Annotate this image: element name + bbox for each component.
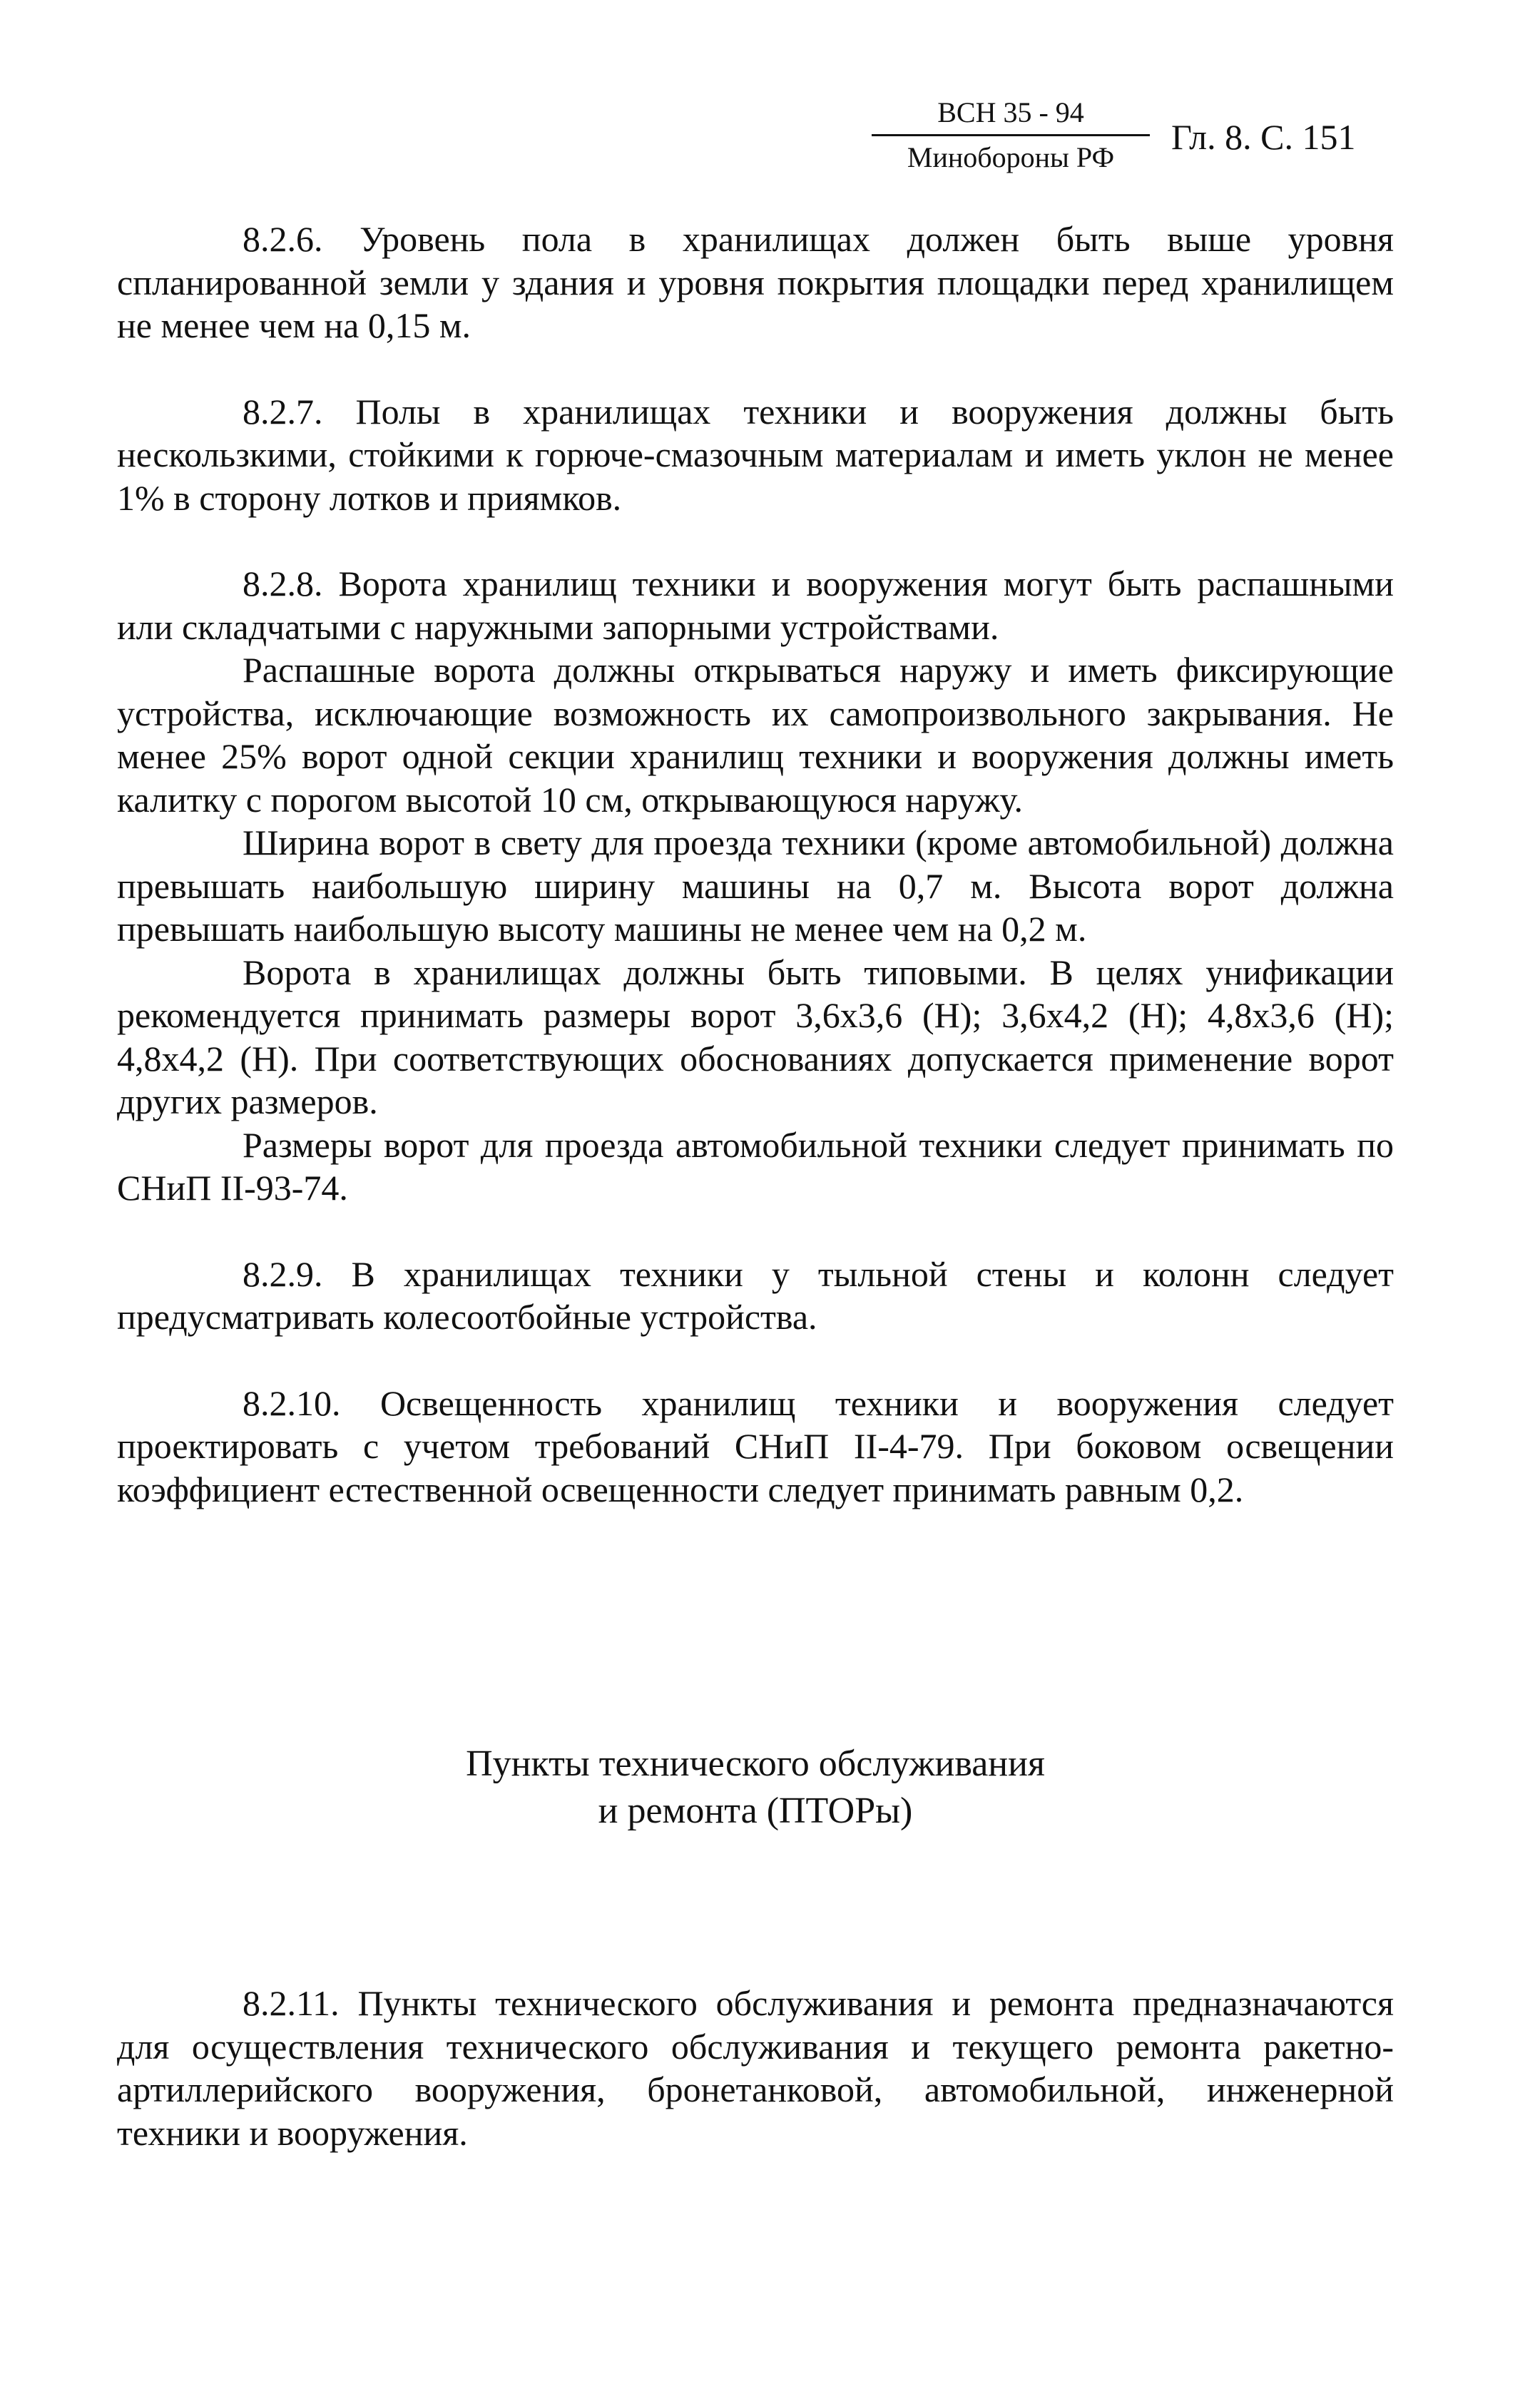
- paragraph-gates-auto: Размеры ворот для проезда автомобильной техники следует принимать по СНиП II-93-74.: [117, 1124, 1394, 1208]
- paragraph-8-2-11: 8.2.11. Пункты технического обслуживания и ремонта предназначаются для осуществления технического обслуживания и текущего ремонта ракетно-артиллерийского вооружения, бронетанковой, автомобильной, инженерной техники и вооружения.: [117, 1983, 1394, 2153]
- page-header: [872, 93, 1414, 185]
- paragraph-8-2-7: 8.2.7. Полы в хранилищах техники и вооружения должны быть нескользкими, стойкими к горюче-смазочным материалам и иметь уклон не менее 1% в сторону лотков и приямков.: [117, 391, 1394, 518]
- final-section: [117, 1982, 1394, 2154]
- standard-designation: [872, 93, 1150, 178]
- paragraph-gates-opening: Распашные ворота должны открываться наружу и иметь фиксирующие устройства, исключающие возможность их самопроизвольного закрывания. Не менее 25% ворот одной секции хранилищ техники и вооружения должны иметь калитку с порогом высотой 10 см, открывающуюся наружу.: [117, 650, 1394, 820]
- paragraph-gap: [117, 1339, 1394, 1382]
- chapter-page-reference: Гл. 8. С. 151: [1171, 117, 1356, 157]
- paragraph-gap: [117, 1210, 1394, 1253]
- paragraph-8-2-6: 8.2.6. Уровень пола в хранилищах должен быть выше уровня спланированной земли у здания и уровня покрытия площадки перед хранилищем не менее чем на 0,15 м.: [117, 219, 1394, 345]
- paragraph-8-2-10: 8.2.10. Освещенность хранилищ техники и вооружения следует проектировать с учетом требований СНиП II-4-79. При боковом освещении коэффициент естественной освещенности следует принимать равным 0,2.: [117, 1382, 1394, 1509]
- paragraph-8-2-8: 8.2.8. Ворота хранилищ техники и вооружения могут быть распашными или складчатыми с наружными запорными устройствами.: [117, 564, 1394, 647]
- section-heading-line-1: Пункты технического обслуживания: [466, 1743, 1045, 1784]
- paragraph-gap: [117, 347, 1394, 390]
- section-heading: [117, 1741, 1394, 1835]
- paragraph-gates-standard: Ворота в хранилищах должны быть типовыми. В целях унификации рекомендуется принимать размеры ворот 3,6х3,6 (Н); 3,6х4,2 (Н); 4,8х3,6 (Н); 4,8х4,2 (Н). При соответствующих обоснованиях допускается применение ворот других размеров.: [117, 952, 1394, 1121]
- section-heading-line-2: и ремонта (ПТОРы): [598, 1790, 913, 1831]
- paragraph-8-2-9: 8.2.9. В хранилищах техники у тыльной стены и колонн следует предусматривать колесоотбойные устройства.: [117, 1253, 1394, 1337]
- standard-code: ВСН 35 - 94: [872, 93, 1150, 136]
- paragraph-gap: [117, 519, 1394, 562]
- document-body: [117, 218, 1394, 1511]
- issuing-organization: Минобороны РФ: [907, 141, 1115, 173]
- paragraph-gates-width: Ширина ворот в свету для проезда техники (кроме автомобильной) должна превышать наибольшую ширину машины на 0,7 м. Высота ворот должна превышать наибольшую высоту машины не менее чем на 0,2 м.: [117, 822, 1394, 949]
